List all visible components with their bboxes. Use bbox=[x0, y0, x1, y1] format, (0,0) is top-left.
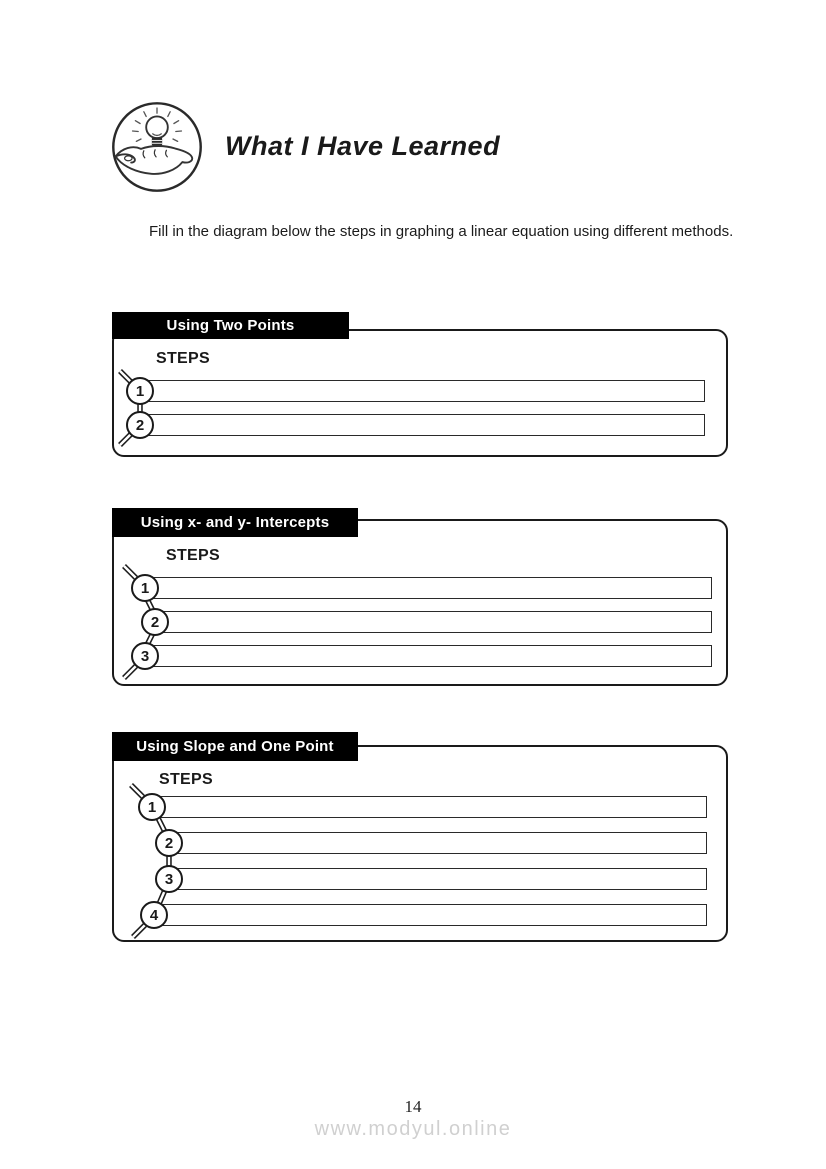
method-title: Using Two Points bbox=[166, 317, 295, 334]
step-answer-line[interactable] bbox=[169, 832, 707, 854]
step-number-badge bbox=[126, 377, 154, 405]
step-answer-line[interactable] bbox=[169, 868, 707, 890]
step-answer-line[interactable] bbox=[145, 577, 712, 599]
step-number: 2 bbox=[150, 613, 160, 631]
step-number: 3 bbox=[164, 870, 174, 888]
method-title-bar-slope-point bbox=[112, 732, 358, 761]
method-box-slope-point bbox=[112, 745, 728, 942]
method-title-bar-intercepts bbox=[112, 508, 358, 537]
method-box-two-points bbox=[112, 329, 728, 457]
page-number: 14 bbox=[404, 1097, 422, 1116]
instruction-text: Fill in the diagram below the steps in graphing a linear equation using different methods. bbox=[149, 223, 734, 240]
step-number-badge bbox=[155, 829, 183, 857]
step-number: 3 bbox=[140, 647, 150, 665]
step-number: 4 bbox=[149, 906, 159, 924]
step-answer-line[interactable] bbox=[145, 645, 712, 667]
steps-label: STEPS bbox=[159, 771, 213, 788]
step-answer-line[interactable] bbox=[155, 611, 712, 633]
method-title-bar-two-points bbox=[112, 312, 349, 339]
steps-label: STEPS bbox=[166, 547, 220, 564]
step-number: 1 bbox=[135, 382, 145, 400]
step-number-badge bbox=[155, 865, 183, 893]
step-answer-line[interactable] bbox=[140, 380, 705, 402]
step-number-badge bbox=[140, 901, 168, 929]
step-number: 2 bbox=[164, 834, 174, 852]
step-number-badge bbox=[141, 608, 169, 636]
step-number-badge bbox=[138, 793, 166, 821]
step-number: 1 bbox=[147, 798, 157, 816]
method-box-intercepts bbox=[112, 519, 728, 686]
watermark-text: www.modyul.online bbox=[314, 1118, 512, 1140]
method-title: Using Slope and One Point bbox=[136, 738, 334, 755]
step-number-badge bbox=[131, 642, 159, 670]
page-title: What I Have Learned bbox=[225, 131, 501, 161]
step-answer-line[interactable] bbox=[152, 796, 707, 818]
step-number: 1 bbox=[140, 579, 150, 597]
hand-holding-lightbulb-icon bbox=[110, 100, 204, 194]
steps-label: STEPS bbox=[156, 350, 210, 367]
step-answer-line[interactable] bbox=[140, 414, 705, 436]
method-title: Using x- and y- Intercepts bbox=[140, 514, 330, 531]
step-number-badge bbox=[131, 574, 159, 602]
step-answer-line[interactable] bbox=[154, 904, 707, 926]
step-number-badge bbox=[126, 411, 154, 439]
step-number: 2 bbox=[135, 416, 145, 434]
